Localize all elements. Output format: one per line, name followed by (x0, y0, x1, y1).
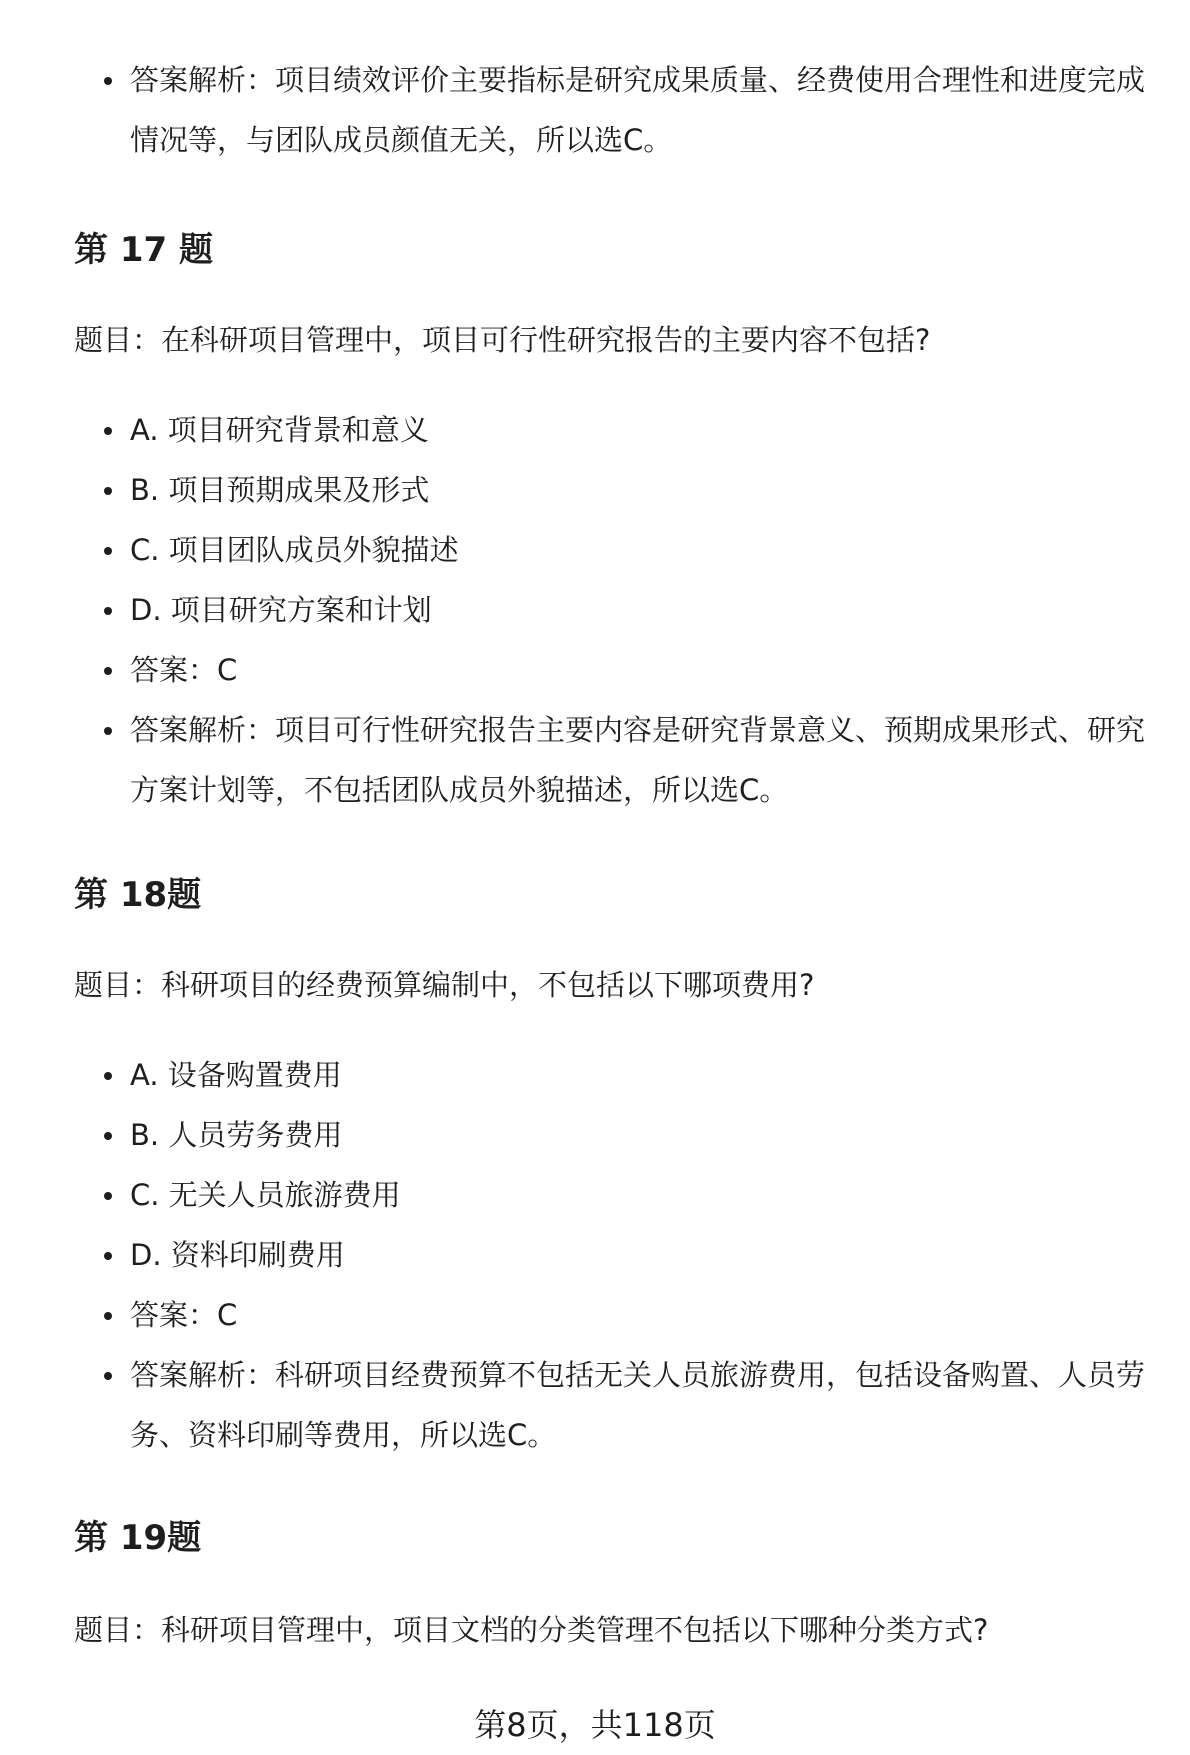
question-text: 题目：在科研项目管理中，项目可行性研究报告的主要内容不包括? (74, 323, 931, 357)
answer-text: 答案：C (130, 653, 238, 687)
question-17 (74, 225, 1164, 275)
question-text: 题目：科研项目管理中，项目文档的分类管理不包括以下哪种分类方式? (74, 1613, 989, 1647)
question-18 (74, 870, 1164, 920)
options-list (74, 1045, 1164, 1465)
option-b (74, 1105, 1164, 1165)
question-title: 第 18题 (74, 875, 202, 915)
answer (74, 640, 1164, 700)
answer-analysis-text: 答案解析：项目可行性研究报告主要内容是研究背景意义、预期成果形式、研究方案计划等，不包括团队成员外貌描述，所以选C。 (130, 713, 1146, 807)
option-d (74, 580, 1164, 640)
question-text: 题目：科研项目的经费预算编制中，不包括以下哪项费用? (74, 968, 815, 1002)
option-c-text: C. 项目团队成员外貌描述 (130, 533, 459, 567)
option-a-text: A. 设备购置费用 (130, 1058, 342, 1092)
answer-analysis (74, 50, 1164, 170)
answer-analysis-text: 答案解析：科研项目经费预算不包括无关人员旅游费用，包括设备购置、人员劳务、资料印刷等费用，所以选C。 (130, 1358, 1146, 1452)
option-a (74, 400, 1164, 460)
option-c (74, 520, 1164, 580)
prev-question-list (74, 50, 1164, 170)
option-a (74, 1045, 1164, 1105)
question-19 (74, 1513, 1164, 1563)
option-d (74, 1225, 1164, 1285)
answer-analysis (74, 1345, 1164, 1465)
option-d-text: D. 资料印刷费用 (130, 1238, 345, 1272)
answer-analysis-text: 答案解析：项目绩效评价主要指标是研究成果质量、经费使用合理性和进度完成情况等，与团队成员颜值无关，所以选C。 (130, 63, 1146, 157)
question-title: 第 19题 (74, 1518, 202, 1558)
answer (74, 1285, 1164, 1345)
page-number: 第8页，共118页 (474, 1706, 716, 1744)
option-b (74, 460, 1164, 520)
option-c (74, 1165, 1164, 1225)
option-d-text: D. 项目研究方案和计划 (130, 593, 432, 627)
question-title: 第 17 题 (74, 230, 213, 270)
option-c-text: C. 无关人员旅游费用 (130, 1178, 401, 1212)
option-b-text: B. 人员劳务费用 (130, 1118, 343, 1152)
answer-text: 答案：C (130, 1298, 238, 1332)
options-list (74, 400, 1164, 820)
option-a-text: A. 项目研究背景和意义 (130, 413, 429, 447)
answer-analysis (74, 700, 1164, 820)
option-b-text: B. 项目预期成果及形式 (130, 473, 430, 507)
